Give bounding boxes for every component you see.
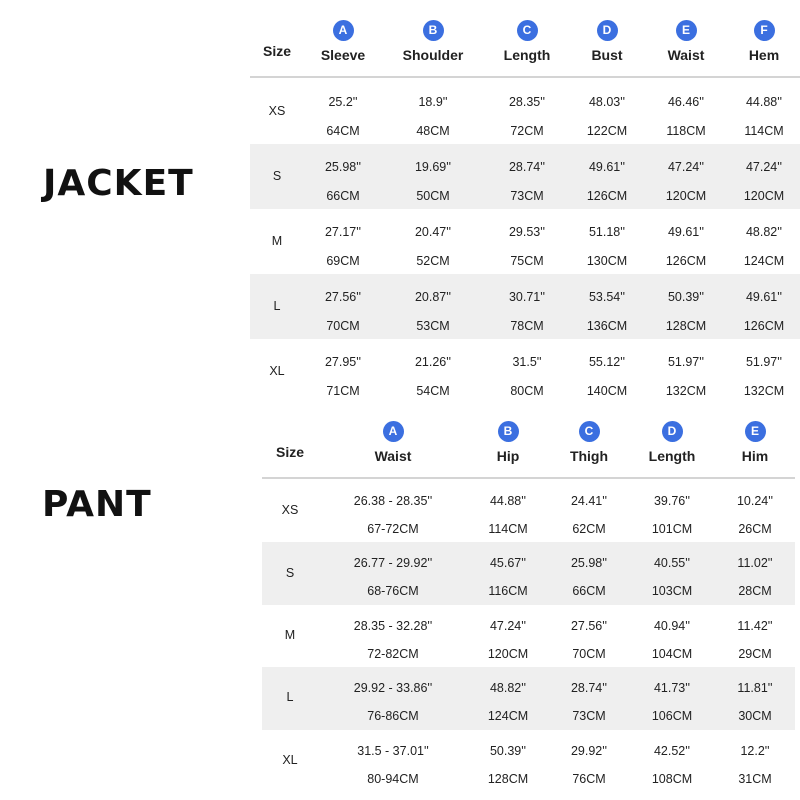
cm-value: 71CM xyxy=(326,384,360,398)
inch-value: 26.38 - 28.35'' xyxy=(353,494,433,508)
cm-value: 116CM xyxy=(488,584,528,599)
column-label: Shoulder xyxy=(402,47,464,63)
cm-value: 48CM xyxy=(416,124,450,138)
cm-value: 67-72CM xyxy=(367,522,419,536)
size-label: M xyxy=(271,233,283,248)
cm-value: 136CM xyxy=(586,319,628,333)
inch-value: 55.12'' xyxy=(588,355,626,369)
column-header xyxy=(383,20,483,63)
cm-value: 66CM xyxy=(326,189,360,203)
inch-value: 49.61'' xyxy=(588,160,626,174)
inch-value: 27.56'' xyxy=(324,290,362,304)
cm-value: 130CM xyxy=(586,254,628,268)
cm-value: 73CM xyxy=(510,189,544,203)
inch-value: 31.5 - 37.01'' xyxy=(357,743,429,758)
inch-value: 42.52'' xyxy=(653,743,691,758)
size-label: L xyxy=(273,298,281,313)
cm-value: 70CM xyxy=(326,319,360,333)
size-label: XL xyxy=(282,752,298,767)
cm-value: 118CM xyxy=(666,124,706,138)
column-header xyxy=(705,421,800,464)
cm-value: 124CM xyxy=(743,254,785,268)
column-label: Him xyxy=(741,448,769,464)
inch-value: 24.41'' xyxy=(570,494,608,508)
column-label: Hip xyxy=(496,448,520,464)
column-label: Length xyxy=(503,47,551,63)
cm-value: 124CM xyxy=(487,709,529,724)
cm-value: 31CM xyxy=(738,771,772,786)
column-header xyxy=(343,421,443,464)
cm-value: 76CM xyxy=(572,771,606,786)
column-badge: A xyxy=(383,421,404,442)
cm-value: 80CM xyxy=(510,384,544,398)
cm-value: 106CM xyxy=(651,709,693,724)
inch-value: 11.02'' xyxy=(737,556,773,571)
column-label: Bust xyxy=(591,47,623,63)
inch-value: 28.35'' xyxy=(508,95,546,109)
inch-value: 28.74'' xyxy=(570,681,608,696)
inch-value: 48.82'' xyxy=(489,681,527,696)
column-label: Length xyxy=(648,448,696,464)
inch-value: 45.67'' xyxy=(489,556,527,571)
inch-value: 27.56'' xyxy=(570,618,608,633)
cm-value: 78CM xyxy=(510,319,544,333)
column-label: Thigh xyxy=(569,448,609,464)
inch-value: 51.97'' xyxy=(667,355,705,369)
inch-value: 50.39'' xyxy=(667,290,705,304)
inch-value: 29.92 - 33.86'' xyxy=(353,681,433,696)
size-label: S xyxy=(285,565,295,580)
cm-value: 29CM xyxy=(738,646,772,661)
column-badge: D xyxy=(597,20,618,41)
cm-value: 104CM xyxy=(651,646,693,661)
cm-value: 108CM xyxy=(651,771,693,786)
inch-value: 12.2'' xyxy=(740,743,770,758)
column-badge: E xyxy=(745,421,766,442)
cm-value: 120CM xyxy=(743,189,785,203)
inch-value: 19.69'' xyxy=(414,160,452,174)
size-column-header: Size xyxy=(262,43,291,59)
cm-value: 140CM xyxy=(586,384,628,398)
cm-value: 122CM xyxy=(586,124,628,138)
column-header xyxy=(714,20,800,63)
cm-value: 26CM xyxy=(738,522,772,536)
inch-value: 51.18'' xyxy=(588,225,626,239)
column-badge: B xyxy=(498,421,519,442)
inch-value: 25.98'' xyxy=(324,160,362,174)
inch-value: 27.17'' xyxy=(324,225,362,239)
cm-value: 52CM xyxy=(416,254,450,268)
inch-value: 21.26'' xyxy=(414,355,452,369)
inch-value: 28.35 - 32.28'' xyxy=(353,618,433,633)
column-badge: A xyxy=(333,20,354,41)
column-label: Waist xyxy=(667,47,705,63)
inch-value: 30.71'' xyxy=(508,290,546,304)
cm-value: 120CM xyxy=(487,646,529,661)
cm-value: 64CM xyxy=(326,124,360,138)
cm-value: 126CM xyxy=(743,319,785,333)
inch-value: 48.03'' xyxy=(588,95,626,109)
size-label: XS xyxy=(268,103,286,118)
inch-value: 47.24'' xyxy=(667,160,705,174)
inch-value: 20.47'' xyxy=(414,225,452,239)
inch-value: 53.54'' xyxy=(588,290,626,304)
inch-value: 20.87'' xyxy=(414,290,452,304)
cm-value: 54CM xyxy=(416,384,450,398)
column-badge: F xyxy=(754,20,775,41)
size-label: M xyxy=(284,628,296,642)
inch-value: 40.94'' xyxy=(653,618,691,633)
cm-value: 128CM xyxy=(487,771,529,786)
inch-value: 25.98'' xyxy=(570,556,608,571)
column-label: Sleeve xyxy=(320,47,366,63)
column-header xyxy=(293,20,393,63)
column-badge: B xyxy=(423,20,444,41)
inch-value: 18.9'' xyxy=(418,95,448,109)
inch-value: 44.88'' xyxy=(745,95,783,109)
inch-value: 11.81'' xyxy=(737,681,773,696)
inch-value: 48.82'' xyxy=(745,225,783,239)
cm-value: 76-86CM xyxy=(367,709,419,724)
cm-value: 53CM xyxy=(416,319,450,333)
cm-value: 132CM xyxy=(743,384,785,398)
column-label: Hem xyxy=(748,47,780,63)
cm-value: 70CM xyxy=(572,646,606,661)
cm-value: 101CM xyxy=(651,522,693,536)
column-badge: D xyxy=(662,421,683,442)
pant-title: PANT xyxy=(42,484,152,525)
inch-value: 10.24'' xyxy=(736,494,774,508)
column-badge: C xyxy=(579,421,600,442)
cm-value: 66CM xyxy=(572,584,606,599)
inch-value: 39.76'' xyxy=(653,494,691,508)
inch-value: 29.92'' xyxy=(570,743,608,758)
cm-value: 80-94CM xyxy=(367,771,419,786)
inch-value: 47.24'' xyxy=(745,160,783,174)
size-label: XS xyxy=(281,503,299,518)
inch-value: 26.77 - 29.92'' xyxy=(353,556,433,571)
cm-value: 62CM xyxy=(572,522,606,536)
inch-value: 46.46'' xyxy=(667,95,705,109)
inch-value: 51.97'' xyxy=(745,355,783,369)
inch-value: 50.39'' xyxy=(489,743,527,758)
inch-value: 29.53'' xyxy=(508,225,546,239)
cm-value: 75CM xyxy=(510,254,544,268)
cm-value: 114CM xyxy=(488,522,528,536)
column-label: Waist xyxy=(374,448,412,464)
column-badge: E xyxy=(676,20,697,41)
size-label: L xyxy=(286,690,294,705)
cm-value: 128CM xyxy=(665,319,707,333)
cm-value: 114CM xyxy=(744,124,784,138)
cm-value: 30CM xyxy=(738,709,772,724)
cm-value: 126CM xyxy=(586,189,628,203)
cm-value: 72-82CM xyxy=(367,646,419,661)
inch-value: 40.55'' xyxy=(653,556,691,571)
size-label: XL xyxy=(269,363,285,378)
inch-value: 25.2'' xyxy=(328,95,358,109)
size-label: S xyxy=(272,168,282,183)
header-divider xyxy=(250,76,800,78)
inch-value: 31.5'' xyxy=(512,355,542,369)
column-badge: C xyxy=(517,20,538,41)
cm-value: 120CM xyxy=(665,189,707,203)
cm-value: 68-76CM xyxy=(367,584,419,599)
cm-value: 69CM xyxy=(326,254,360,268)
cm-value: 72CM xyxy=(510,124,544,138)
inch-value: 44.88'' xyxy=(489,494,527,508)
cm-value: 73CM xyxy=(572,709,606,724)
cm-value: 132CM xyxy=(665,384,707,398)
inch-value: 47.24'' xyxy=(489,618,527,633)
header-divider xyxy=(262,477,795,479)
size-column-header: Size xyxy=(275,444,304,460)
cm-value: 50CM xyxy=(416,189,450,203)
inch-value: 11.42'' xyxy=(737,618,773,633)
cm-value: 103CM xyxy=(651,584,693,599)
cm-value: 126CM xyxy=(665,254,707,268)
jacket-title: JACKET xyxy=(43,163,194,204)
inch-value: 27.95'' xyxy=(324,355,362,369)
cm-value: 28CM xyxy=(738,584,772,599)
inch-value: 41.73'' xyxy=(653,681,691,696)
inch-value: 28.74'' xyxy=(508,160,546,174)
inch-value: 49.61'' xyxy=(745,290,783,304)
inch-value: 49.61'' xyxy=(667,225,705,239)
